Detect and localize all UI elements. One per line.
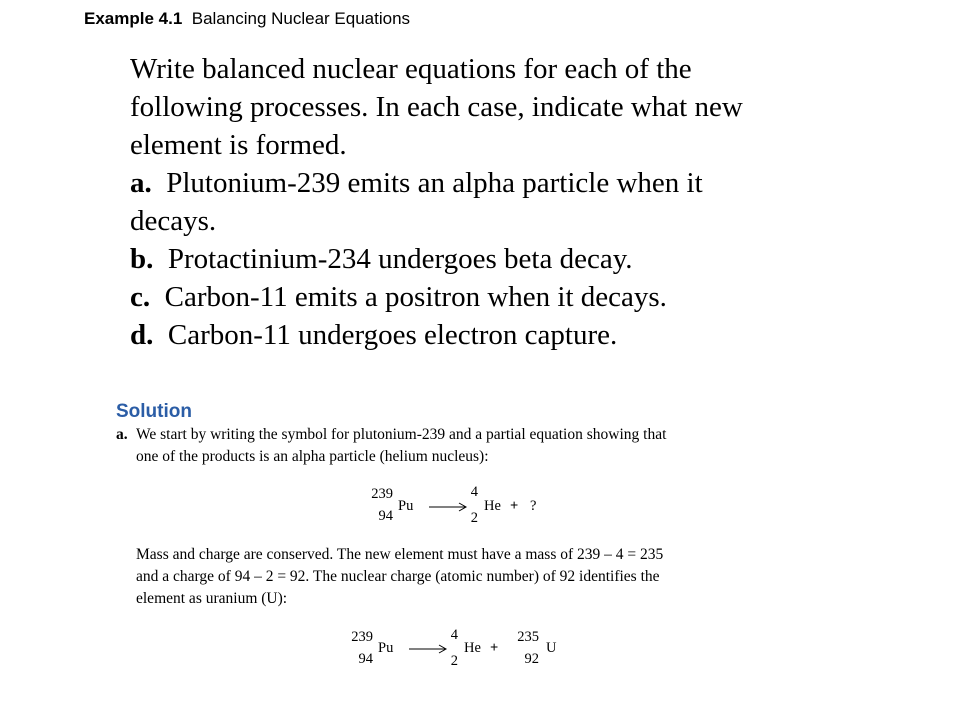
reaction-arrow-icon	[408, 643, 448, 655]
solution-line: We start by writing the symbol for plutonium-239 and a partial equation showing that	[136, 426, 667, 443]
problem-part-a-cont: decays.	[130, 205, 217, 237]
part-text: Carbon-11 emits a positron when it decays.	[164, 281, 667, 313]
alpha-symbol: He	[464, 640, 481, 656]
solution-line: and a charge of 94 – 2 = 92. The nuclear charge (atomic number) of 92 identifies the	[136, 568, 660, 585]
part-label: c.	[130, 281, 151, 313]
uranium-symbol: U	[546, 640, 557, 656]
alpha-symbol: He	[484, 498, 501, 514]
part-text: Plutonium-239 emits an alpha particle when it	[166, 167, 703, 199]
balanced-nuclear-equation	[340, 627, 580, 671]
uranium-mass-number: 235	[517, 629, 539, 645]
part-text: Carbon-11 undergoes electron capture.	[167, 319, 618, 351]
reaction-arrow-icon	[428, 501, 468, 513]
uranium-atomic-number: 92	[524, 651, 539, 667]
reactant-atomic-number: 94	[378, 508, 393, 524]
alpha-mass-number: 4	[450, 627, 458, 643]
partial-nuclear-equation	[360, 484, 560, 528]
reactant-mass-number: 239	[351, 629, 373, 645]
reactant-mass-number: 239	[371, 486, 393, 502]
problem-intro-line: element is formed.	[130, 129, 347, 161]
part-label: a.	[130, 167, 152, 199]
plus-sign: +	[510, 498, 519, 514]
part-label: b.	[130, 243, 154, 275]
example-title	[84, 6, 410, 32]
reactant-symbol: Pu	[378, 640, 394, 656]
plus-sign: +	[490, 640, 499, 656]
problem-part-a	[130, 164, 850, 202]
problem-part-d	[130, 316, 850, 354]
problem-part-c	[130, 278, 850, 316]
problem-statement	[130, 50, 850, 354]
solution-part-label: a.	[116, 426, 128, 443]
solution-paragraph-1	[136, 424, 666, 468]
solution-line: one of the products is an alpha particle (helium nucleus):	[136, 448, 489, 465]
unknown-product: ?	[530, 498, 537, 514]
alpha-atomic-number: 2	[470, 510, 478, 526]
problem-part-b	[130, 240, 850, 278]
solution-heading: Solution	[116, 401, 192, 422]
alpha-atomic-number: 2	[450, 653, 458, 669]
reactant-atomic-number: 94	[358, 651, 373, 667]
example-label: Example 4.1	[84, 9, 183, 28]
problem-intro-line: following processes. In each case, indicate what new	[130, 91, 743, 123]
reactant-symbol: Pu	[398, 498, 414, 514]
solution-line: Mass and charge are conserved. The new element must have a mass of 239 – 4 = 235	[136, 546, 664, 563]
part-label: d.	[130, 319, 154, 351]
example-title-text: Balancing Nuclear Equations	[191, 9, 411, 28]
solution-paragraph-2	[136, 544, 663, 610]
solution-line: element as uranium (U):	[136, 590, 288, 607]
problem-intro-line: Write balanced nuclear equations for each of the	[130, 53, 692, 85]
part-text: Protactinium-234 undergoes beta decay.	[167, 243, 633, 275]
alpha-mass-number: 4	[470, 484, 478, 500]
